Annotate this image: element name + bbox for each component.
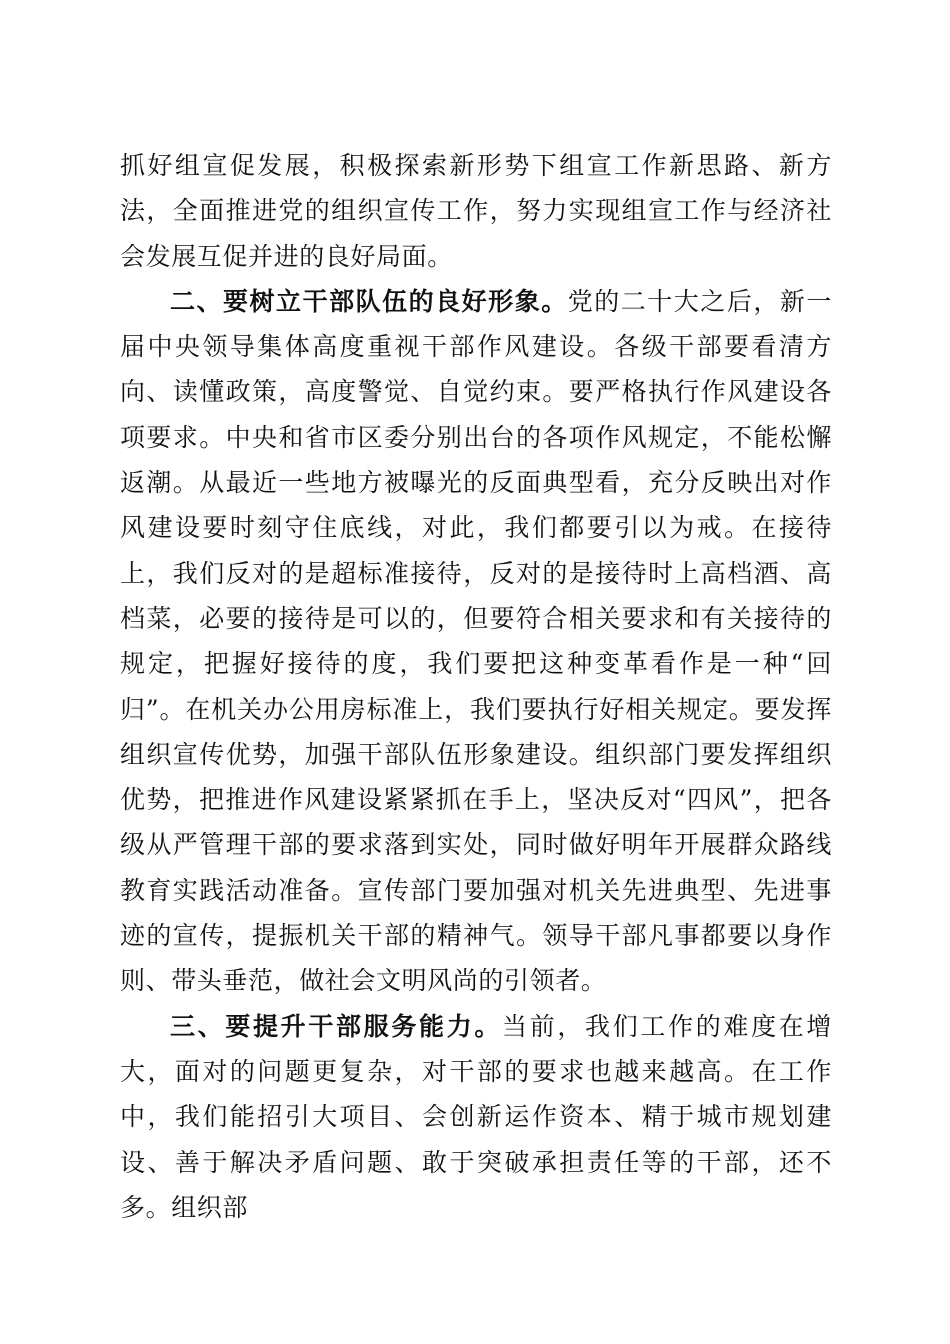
paragraph-text: 抓好组宣促发展，积极探索新形势下组宣工作新思路、新方法，全面推进党的组织宣传工作，努力实现组宣工作与经济社会发展互促并进的良好局面。 <box>120 151 832 271</box>
paragraph-section-three <box>120 1004 832 1230</box>
paragraph-section-two <box>120 279 832 1004</box>
section-heading: 二、要树立干部队伍的良好形象。 <box>170 286 568 316</box>
paragraph-text: 党的二十大之后，新一届中央领导集体高度重视干部作风建设。各级干部要看清方向、读懂政策，高度警觉、自觉约束。要严格执行作风建设各项要求。中央和省市区委分别出台的各项作风规定，不能松懈返潮。从最近一些地方被曝光的反面典型看，充分反映出对作风建设要时刻守住底线，对此，我们都要引以为戒。在接待上，我们反对的是超标准接待，反对的是接待时上高档酒、高档菜，必要的接待是可以的，但要符合相关要求和有关接待的规定，把握好接待的度，我们要把这种变革看作是一种“回归”。在机关办公用房标准上，我们要执行好相关规定。要发挥组织宣传优势，加强干部队伍形象建设。组织部门要发挥组织优势，把推进作风建设紧紧抓在手上，坚决反对“四风”，把各级从严管理干部的要求落到实处，同时做好明年开展群众路线教育实践活动准备。宣传部门要加强对机关先进典型、先进事迹的宣传，提振机关干部的精神气。领导干部凡事都要以身作则、带头垂范，做社会文明风尚的引领者。 <box>120 286 832 996</box>
section-heading: 三、要提升干部服务能力。 <box>170 1011 503 1041</box>
paragraph-continuation <box>120 143 832 279</box>
document-body <box>120 143 832 1230</box>
paragraph-text: 当前，我们工作的难度在增大，面对的问题更复杂，对干部的要求也越来越高。在工作中，我们能招引大项目、会创新运作资本、精于城市规划建设、善于解决矛盾问题、敢于突破承担责任等的干部，还不多。组织部 <box>120 1011 833 1222</box>
